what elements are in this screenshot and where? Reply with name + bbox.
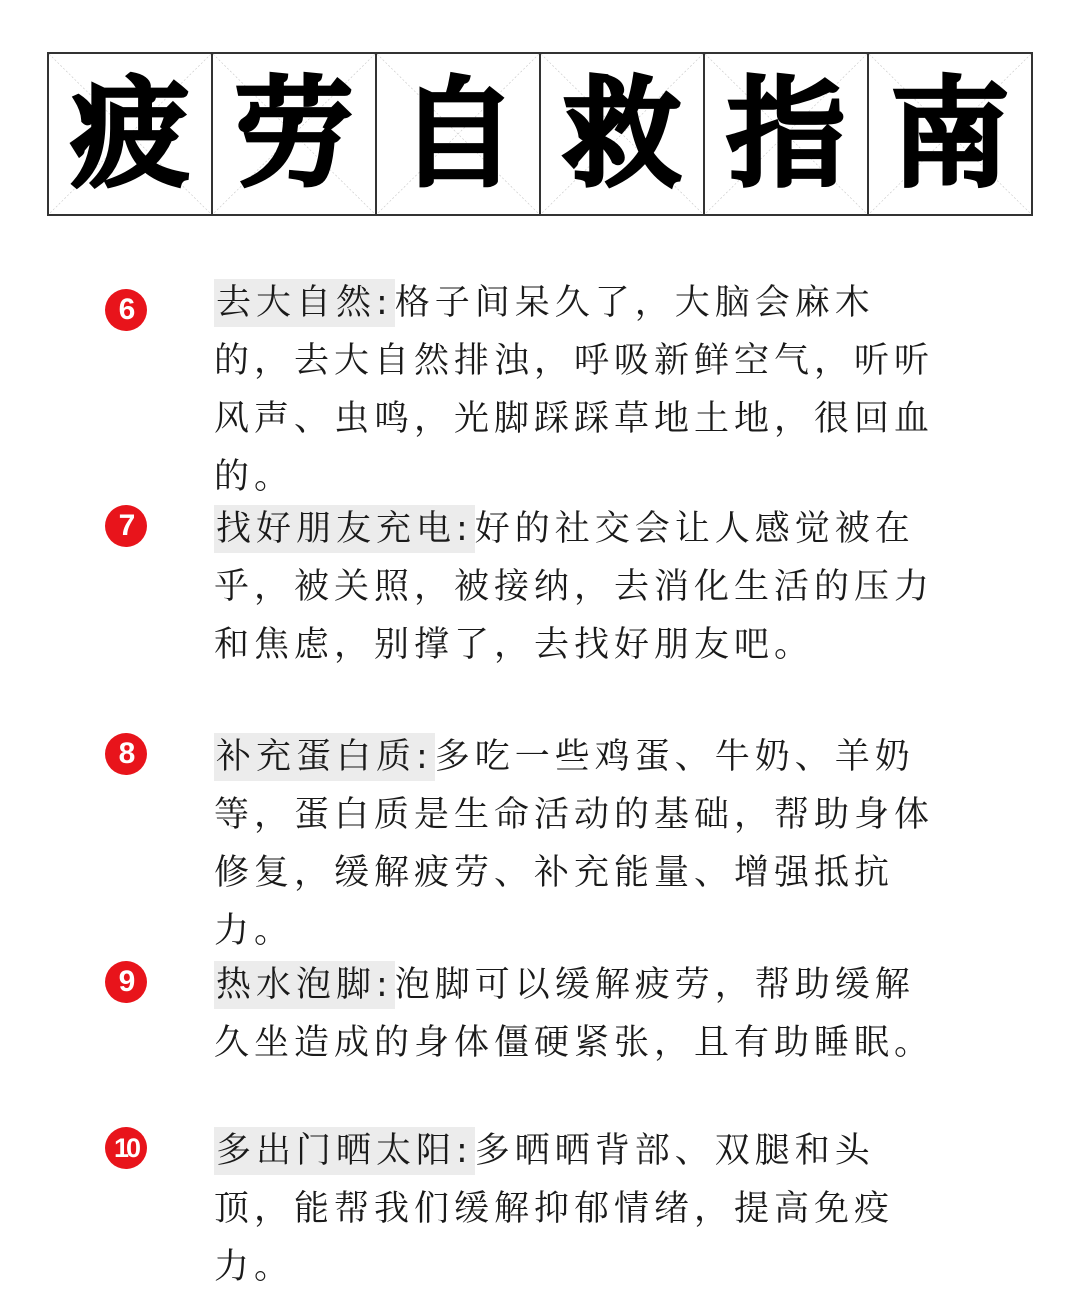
title-cell [213, 54, 377, 214]
tip-text [214, 728, 954, 960]
tip-text [214, 500, 954, 674]
tip-heading: 去大自然: [214, 279, 395, 327]
title-grid [47, 52, 1033, 216]
title-char: 救 [562, 65, 681, 203]
tip-text [214, 274, 954, 506]
tip-body: 好的社交会让人感觉被在乎，被关照，被接纳，去消化生活的压力和焦虑，别撑了，去找好朋友吧。 [214, 509, 935, 665]
title-char: 疲 [70, 65, 189, 203]
title-cell [541, 54, 705, 214]
tip-number-badge: 9 [105, 961, 147, 1003]
tip-heading: 补充蛋白质: [214, 733, 435, 781]
title-char: 南 [890, 65, 1009, 203]
title-char: 劳 [234, 65, 353, 203]
title-char: 自 [398, 65, 517, 203]
title-cell [49, 54, 213, 214]
tip-number-badge: 8 [105, 733, 147, 775]
tip-number-badge: 6 [105, 289, 147, 331]
tip-number-badge: 7 [105, 505, 147, 547]
title-char: 指 [726, 65, 845, 203]
tip-heading: 找好朋友充电: [214, 505, 475, 553]
title-cell [377, 54, 541, 214]
title-cell [869, 54, 1031, 214]
tip-body: 泡脚可以缓解疲劳，帮助缓解久坐造成的身体僵硬紧张，且有助睡眠。 [214, 965, 935, 1063]
tip-heading: 多出门晒太阳: [214, 1127, 475, 1175]
tip-body: 格子间呆久了，大脑会麻木的，去大自然排浊，呼吸新鲜空气，听听风声、虫鸣，光脚踩踩草地土地，很回血的。 [214, 283, 935, 497]
title-cell [705, 54, 869, 214]
tip-text [214, 1122, 954, 1296]
tip-body: 多晒晒背部、双腿和头顶，能帮我们缓解抑郁情绪，提高免疫力。 [214, 1131, 895, 1287]
tip-number-badge: 10 [105, 1127, 147, 1169]
tip-text [214, 956, 954, 1072]
tip-body: 多吃一些鸡蛋、牛奶、羊奶等，蛋白质是生命活动的基础，帮助身体修复，缓解疲劳、补充能量、增强抵抗力。 [214, 737, 935, 951]
tip-heading: 热水泡脚: [214, 961, 395, 1009]
